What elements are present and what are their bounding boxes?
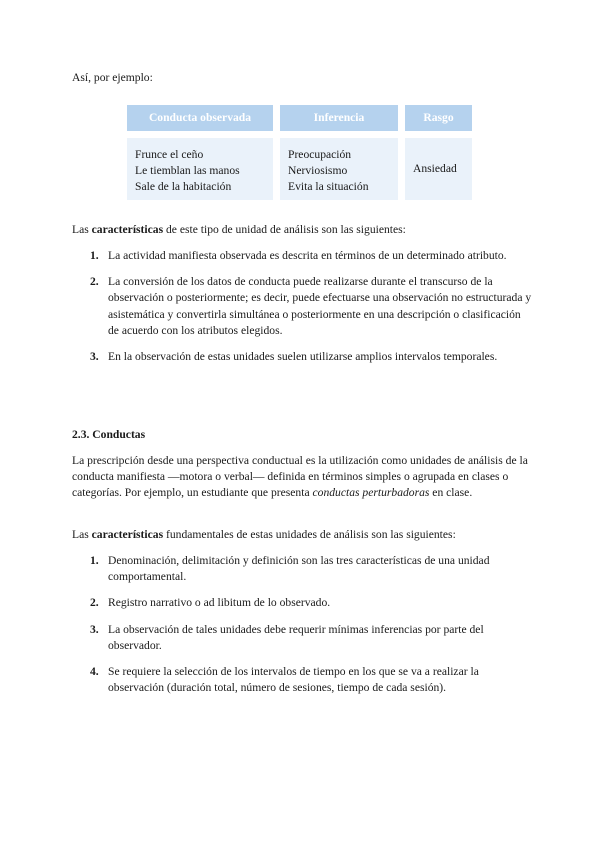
cell-line: Nerviosismo — [288, 164, 348, 178]
list-item: 1. La actividad manifiesta observada es descrita en términos de un determinado atributo. — [90, 249, 507, 262]
cell-line: Evita la situación — [288, 180, 369, 194]
section-heading: 2.3. Conductas — [72, 428, 146, 441]
intro-text: Así, por ejemplo: — [72, 71, 153, 84]
list-item: 2. La conversión de los datos de conducta puede realizarse durante el transcurso de la observación o posteriormente; es decir, puede efectuarse una observación no estructurada y asistemática y convertirla simultánea o posteriormente en una descripción o clasificación de acuerdo con los atributos elegidos. — [90, 275, 532, 337]
example-table — [120, 105, 479, 200]
cell-line: Sale de la habitación — [135, 180, 232, 194]
cell-line: Frunce el ceño — [135, 148, 204, 161]
cell-line: Preocupación — [288, 148, 352, 161]
table-cell: Ansiedad — [405, 138, 472, 200]
table-cell — [280, 138, 398, 200]
list-item: 2. Registro narrativo o ad libitum de lo observado. — [90, 596, 331, 610]
list-item: 4. Se requiere la selección de los intervalos de tiempo en los que se va a realizar la observación (duración total, número de sesiones, tiempo de cada sesión). — [90, 665, 479, 695]
list-item: 1. Denominación, delimitación y definición son las tres características de una unidad comportamental. — [90, 554, 490, 584]
section2-list — [72, 553, 527, 706]
section2-paragraph: La prescripción desde una perspectiva conductual es la utilización como unidades de análisis de la conducta manifiesta —motora o verbal— definida en términos simples o agrupada en clases o categorías. Por ejemplo, un estudiante que presenta conductas perturbadoras en clase. — [72, 454, 528, 500]
list-item: 3. La observación de tales unidades debe requerir mínimas inferencias por parte del observador. — [90, 622, 484, 652]
section1-list — [72, 248, 532, 375]
cell-line: Le tiemblan las manos — [135, 164, 240, 178]
list-item: 3. En la observación de estas unidades suelen utilizarse amplios intervalos temporales. — [90, 350, 498, 364]
table-header: Rasgo — [405, 105, 472, 131]
table-header: Conducta observada — [127, 105, 273, 131]
section1-lead: Las características de este tipo de unidad de análisis son las siguientes: — [72, 223, 406, 236]
table-cell — [127, 138, 273, 200]
section2-lead: Las características fundamentales de estas unidades de análisis son las siguientes: — [72, 528, 456, 541]
table-header: Inferencia — [280, 105, 398, 131]
